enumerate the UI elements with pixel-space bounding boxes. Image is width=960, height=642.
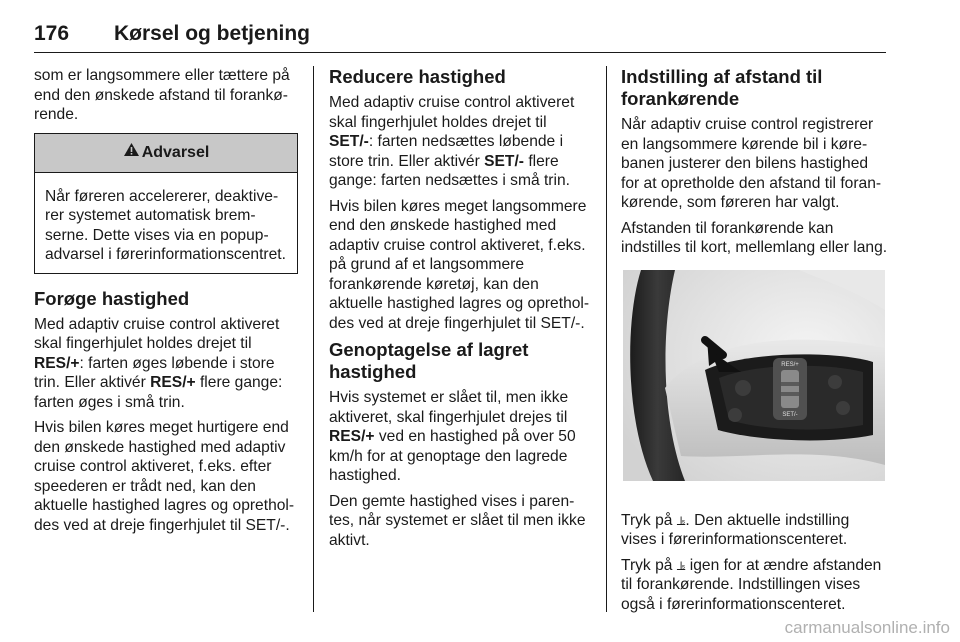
paragraph: Når adaptiv cruise control registrerer en langsommere kørende bil i kørebanen justerer den bilens hastighed for at opretholde den afstand til forankørende, som føreren har valgt. <box>621 116 882 211</box>
warning-title: Advarsel <box>141 143 210 161</box>
paragraph: Den gemte hastighed vises i parentes, når systemet er slået til men ikke aktivt. <box>329 492 586 549</box>
paragraph: Afstanden til forankørende kan indstilles til kort, mellemlang eller lang. <box>621 219 888 256</box>
section-heading: Forøge hastighed <box>34 287 190 309</box>
paragraph: Hvis bilen køres meget langsommere end den ønskede hastighed med adaptiv cruise control aktiveret, f.eks. på grund af et langsommere forankørende køretøj, kan den aktuelle hastighed lagres og opretholdes ved at dreje fingerhjulet til SET/-. <box>329 197 590 332</box>
paragraph: Hvis systemet er slået til, men ikke aktiveret, skal fingerhjulet drejes til RES/+ ved en hastighed på over 50 km/h for at genoptage den lagrede hastighed. <box>329 389 576 484</box>
page-number: 176 <box>34 22 70 45</box>
column-2 <box>329 66 591 556</box>
warning-text: Når føreren accelererer, deaktiverer systemet automatisk bremserne. Dette vises via en popup-advarsel i førerinformationscentret. <box>45 187 286 263</box>
distance-setting-icon: ⫡ <box>676 512 686 528</box>
column-1 <box>34 66 298 541</box>
paragraph: Tryk på ⫡ igen for at ændre afstanden til forankørende. Indstillingen vises også i førerinformationscenteret. <box>621 556 882 613</box>
set-label: SET/- <box>782 411 798 418</box>
watermark: carmanualsonline.info <box>784 618 950 637</box>
chapter-title: Kørsel og betjening <box>114 22 311 45</box>
column-divider <box>606 66 607 612</box>
warning-triangle-icon <box>123 142 140 163</box>
column-divider <box>313 66 314 612</box>
res-label: RES/+ <box>781 361 799 368</box>
paragraph: Med adaptiv cruise control aktiveret skal fingerhjulet holdes drejet til RES/+: farten øges løbende i store trin. Eller aktivér RES/+ flere gange: farten øges i små trin. <box>34 315 283 411</box>
section-heading: Indstilling af afstand til forankørende <box>621 66 823 109</box>
paragraph: Hvis bilen køres meget hurtigere end den ønskede hastighed med adaptiv cruise control aktiveret, f.eks. efter speederen er trådt ned, kan den aktuelle hastighed lagres og opretholdes ved at dreje fingerhjulet til SET/-. <box>34 419 295 534</box>
paragraph: Tryk på ⫡. Den aktuelle indstilling vises i førerinformationscenteret. <box>621 511 850 548</box>
section-heading: Genoptagelse af lagret hastighed <box>329 339 529 382</box>
section-heading: Reducere hastighed <box>329 66 506 87</box>
warning-header <box>35 134 297 173</box>
warning-box <box>34 133 298 274</box>
column-3 <box>621 66 889 620</box>
intro-paragraph: som er langsommere eller tættere på end den ønskede afstand til forankørende. <box>34 67 290 123</box>
page-header <box>34 22 886 53</box>
paragraph: Med adaptiv cruise control aktiveret skal fingerhjulet holdes drejet til SET/-: farten nedsættes løbende i store trin. Eller aktivér SET/- flere gange: farten nedsættes i små trin. <box>329 94 575 189</box>
steering-wheel-photo <box>623 270 885 481</box>
distance-setting-icon: ⫡ <box>676 557 686 573</box>
